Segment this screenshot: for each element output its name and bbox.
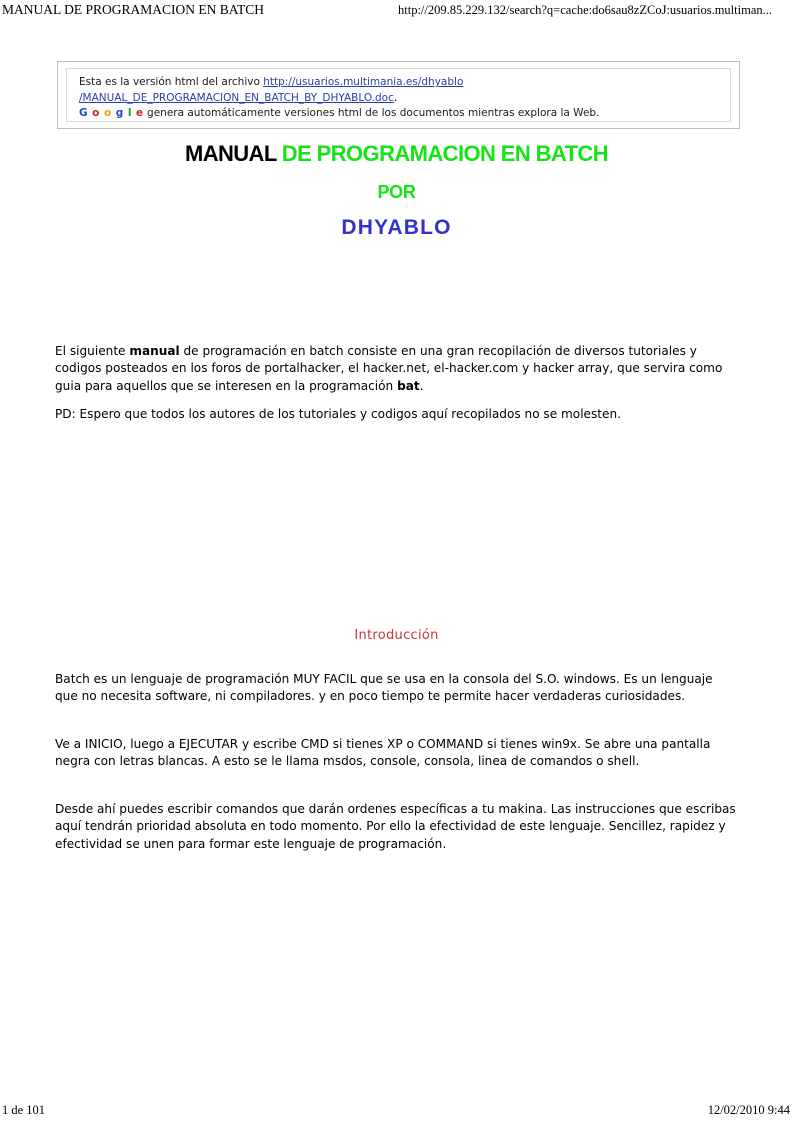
cache-notice-suffix: genera automáticamente versiones html de los documentos mientras explora la Web. bbox=[143, 107, 600, 119]
print-footer-page-number: 1 de 101 bbox=[2, 1103, 46, 1117]
intro-bold-manual: manual bbox=[129, 344, 180, 359]
paragraph-batch-howto-open: Ve a INICIO, luego a EJECUTAR y escribe CMD si tienes XP o COMMAND si tienes win9x. Se abre una pantalla negra con letras blancas. A esto se le llama msdos, console, consola, linea de comandos o shell. bbox=[55, 737, 711, 769]
print-header-document-title: MANUAL DE PROGRAMACION EN BATCH bbox=[2, 2, 265, 17]
paragraph-batch-definition: Batch es un lenguaje de programación MUY FACIL que se usa en la consola del S.O. windows. Es un lenguaje que no necesita software, ni compiladores. y en poco tiempo te permite hacer verdaderas curiosidades. bbox=[55, 672, 713, 704]
intro-bold-bat: bat bbox=[397, 378, 420, 393]
intro-text-b: de programación en batch consiste en una gran recopilación de diversos tutoriales y codigos posteados en los foros de portalhacker, el hacker.net, el-hacker.com y hacker array, que servira como guia para aquellos que se interesen en la programación bbox=[55, 344, 723, 393]
cache-notice-period: . bbox=[393, 91, 398, 104]
page-subtitle-por: POR bbox=[377, 182, 416, 202]
google-cache-notice-inner-frame bbox=[66, 68, 731, 122]
print-footer bbox=[0, 1103, 793, 1121]
intro-text-c: . bbox=[419, 378, 424, 393]
google-cache-notice bbox=[57, 61, 740, 129]
paragraph-batch-commands: Desde ahí puedes escribir comandos que darán ordenes específicas a tu makina. Las instrucciones que escribas aquí tendrán prioridad absoluta en todo momento. Por ello la efectividad de este lenguaje. Sencillez, rapidez y efectividad se unen para formar este lenguaje de programación. bbox=[55, 802, 736, 851]
cache-notice-line-3 bbox=[79, 106, 599, 122]
page-title-green-part: DE PROGRAMACION EN BATCH bbox=[276, 141, 609, 166]
google-letter-l: l bbox=[127, 107, 133, 119]
print-footer-timestamp: 12/02/2010 9:44 bbox=[707, 1103, 790, 1117]
page-author: DHYABLO bbox=[341, 216, 452, 239]
cached-document-url-link-part2[interactable]: /MANUAL_DE_PROGRAMACION_EN_BATCH_BY_DHYABLO.doc bbox=[79, 91, 394, 104]
page-title bbox=[0, 141, 793, 167]
google-letter-e: e bbox=[135, 107, 144, 119]
google-letter-o1: o bbox=[92, 107, 100, 119]
print-header-url: http://209.85.229.132/search?q=cache:do6sau8zZCoJ:usuarios.multiman... bbox=[398, 3, 772, 17]
google-logo-text bbox=[79, 107, 144, 119]
cache-notice-line-1 bbox=[79, 75, 599, 91]
google-letter-g2: g bbox=[115, 107, 124, 119]
page-title-black-part: MANUAL bbox=[184, 141, 277, 166]
cache-notice-line-2 bbox=[79, 91, 599, 107]
google-letter-o2: o bbox=[103, 107, 112, 119]
cache-notice-prefix: Esta es la versión html del archivo bbox=[79, 76, 264, 88]
print-header bbox=[0, 0, 793, 22]
cached-document-url-link-part1[interactable]: http://usuarios.multimania.es/dhyablo bbox=[263, 76, 464, 88]
intro-text-a: El siguiente bbox=[55, 344, 130, 359]
google-letter-g1: G bbox=[79, 107, 89, 119]
paragraph-intro-manual bbox=[55, 343, 736, 395]
section-heading-introduccion: Introducción bbox=[354, 628, 439, 643]
google-cache-notice-text bbox=[79, 75, 599, 122]
paragraph-pd-note: PD: Espero que todos los autores de los tutoriales y codigos aquí recopilados no se molesten. bbox=[55, 407, 621, 422]
